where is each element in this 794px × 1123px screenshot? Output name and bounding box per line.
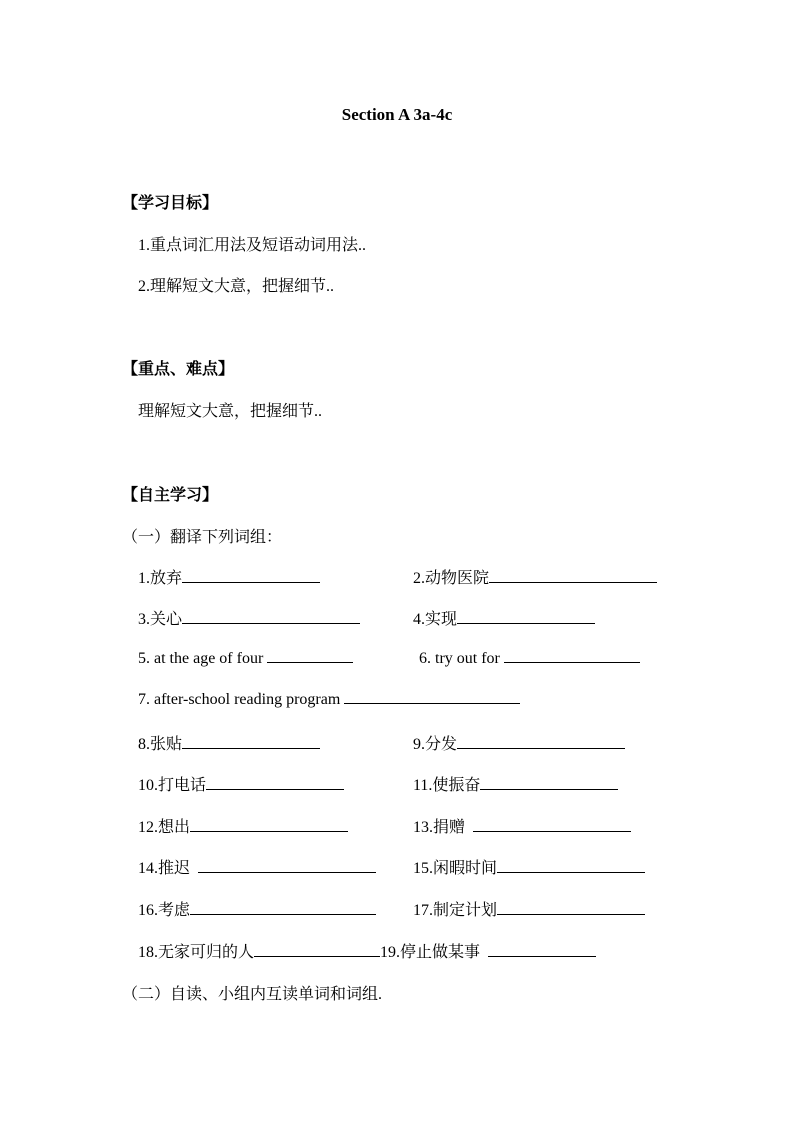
answer-blank[interactable] — [182, 609, 360, 624]
goal-item-1: 1.重点词汇用法及短语动词用法.. — [138, 237, 367, 254]
answer-blank[interactable] — [497, 858, 645, 873]
vocab-item — [138, 814, 348, 837]
answer-blank[interactable] — [190, 817, 348, 832]
vocab-prompt: 18.无家可归的人 — [138, 944, 255, 961]
answer-blank[interactable] — [254, 942, 380, 957]
heading-key-points: 【重点、难点】 — [122, 361, 235, 378]
vocab-prompt: 19.停止做某事 — [380, 944, 481, 961]
vocab-item — [138, 689, 520, 709]
heading-self-study: 【自主学习】 — [122, 487, 219, 504]
vocab-item — [138, 772, 344, 795]
vocab-prompt: 10.打电话 — [138, 777, 207, 794]
answer-blank[interactable] — [457, 609, 595, 624]
vocab-prompt: 13.捐赠 — [413, 819, 466, 836]
vocab-item — [413, 814, 631, 837]
page-title: Section A 3a-4c — [341, 105, 453, 124]
vocab-item — [419, 648, 640, 668]
vocab-item — [138, 897, 376, 920]
vocab-prompt: 3.关心 — [138, 611, 183, 628]
vocab-item — [138, 731, 320, 754]
answer-blank[interactable] — [344, 689, 520, 704]
vocab-item — [138, 565, 320, 588]
vocab-item — [413, 855, 645, 878]
vocab-prompt: 11.使振奋 — [413, 777, 481, 794]
answer-blank[interactable] — [206, 775, 344, 790]
answer-blank[interactable] — [198, 858, 376, 873]
vocab-prompt: 5. at the age of four — [138, 650, 264, 667]
answer-blank[interactable] — [488, 942, 596, 957]
heading-learning-goals: 【学习目标】 — [122, 195, 219, 212]
vocab-prompt: 15.闲暇时间 — [413, 860, 498, 877]
answer-blank[interactable] — [504, 648, 640, 663]
answer-blank[interactable] — [182, 734, 320, 749]
vocab-item — [413, 897, 645, 920]
key-points-text: 理解短文大意，把握细节.. — [138, 403, 323, 420]
answer-blank[interactable] — [473, 817, 631, 832]
vocab-prompt: 16.考虑 — [138, 902, 191, 919]
vocab-prompt: 6. try out for — [419, 650, 500, 667]
vocab-item — [413, 606, 595, 629]
vocab-prompt: 2.动物医院 — [413, 570, 490, 587]
vocab-prompt: 9.分发 — [413, 736, 458, 753]
vocab-prompt: 4.实现 — [413, 611, 458, 628]
part2-label: （二）自读、小组内互读单词和词组. — [122, 986, 383, 1003]
vocab-item — [413, 772, 618, 795]
answer-blank[interactable] — [489, 568, 657, 583]
goal-item-2: 2.理解短文大意，把握细节.. — [138, 278, 335, 295]
vocab-prompt: 8.张贴 — [138, 736, 183, 753]
answer-blank[interactable] — [457, 734, 625, 749]
vocab-prompt: 17.制定计划 — [413, 902, 498, 919]
vocab-prompt: 14.推迟 — [138, 860, 191, 877]
vocab-item — [138, 939, 596, 962]
vocab-prompt: 1.放弃 — [138, 570, 183, 587]
answer-blank[interactable] — [497, 900, 645, 915]
part1-label: （一）翻译下列词组： — [122, 529, 283, 546]
answer-blank[interactable] — [480, 775, 618, 790]
vocab-item — [413, 731, 625, 754]
vocab-prompt: 7. after-school reading program — [138, 691, 341, 708]
vocab-item — [138, 648, 353, 668]
vocab-item — [138, 606, 360, 629]
answer-blank[interactable] — [182, 568, 320, 583]
vocab-item — [413, 565, 657, 588]
vocab-item — [138, 855, 376, 878]
vocab-prompt: 12.想出 — [138, 819, 191, 836]
answer-blank[interactable] — [190, 900, 376, 915]
answer-blank[interactable] — [267, 648, 353, 663]
